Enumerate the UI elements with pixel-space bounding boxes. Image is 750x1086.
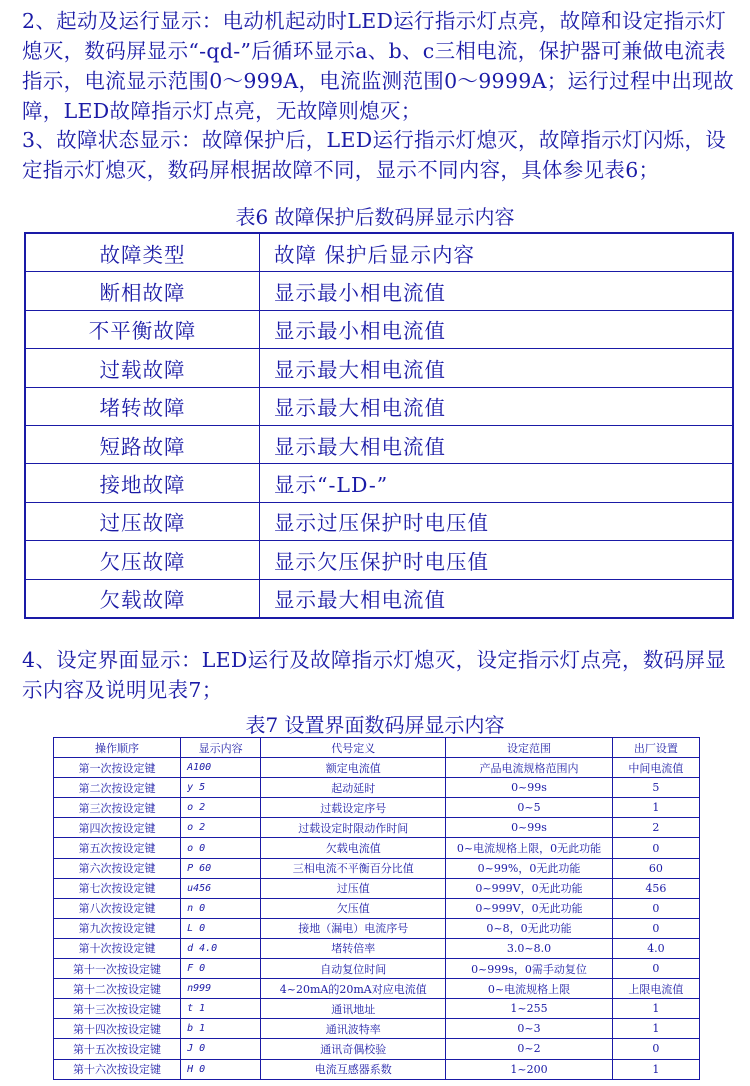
definition-cell: 通讯地址 <box>261 999 446 1019</box>
range-cell: 0~3 <box>446 1019 612 1039</box>
fault-type-cell: 过压故障 <box>25 502 260 540</box>
default-cell: 上限电流值 <box>612 979 699 999</box>
display-code-cell: y 5 <box>181 778 261 798</box>
table7-row <box>54 798 700 818</box>
table6-header-row <box>25 233 733 272</box>
fault-display-cell: 故障 保护后显示内容 <box>260 233 734 272</box>
display-code-cell: L 0 <box>181 918 261 938</box>
fault-display-cell: 显示最大相电流值 <box>260 425 734 463</box>
table7-row <box>54 1059 700 1079</box>
definition-cell: 代号定义 <box>261 738 446 758</box>
range-cell: 0~电流规格上限 <box>446 979 612 999</box>
definition-cell: 起动延时 <box>261 778 446 798</box>
definition-cell: 接地（漏电）电流序号 <box>261 918 446 938</box>
fault-type-cell: 断相故障 <box>25 272 260 310</box>
operation-cell: 第十一次按设定键 <box>54 959 181 979</box>
table6-row <box>25 387 733 425</box>
operation-cell: 第八次按设定键 <box>54 898 181 918</box>
display-code-cell: u456 <box>181 878 261 898</box>
range-cell: 0~99s <box>446 778 612 798</box>
display-code-cell: o 0 <box>181 838 261 858</box>
operation-cell: 第七次按设定键 <box>54 878 181 898</box>
range-cell: 0~999V，0无此功能 <box>446 898 612 918</box>
default-cell: 中间电流值 <box>612 758 699 778</box>
range-cell: 设定范围 <box>446 738 612 758</box>
range-cell: 0~电流规格上限，0无此功能 <box>446 838 612 858</box>
default-cell: 456 <box>612 878 699 898</box>
table6-caption: 表6 故障保护后数码屏显示内容 <box>235 205 515 229</box>
definition-cell: 通讯波特率 <box>261 1019 446 1039</box>
display-code-cell: 显示内容 <box>181 738 261 758</box>
fault-display-cell: 显示过压保护时电压值 <box>260 502 734 540</box>
table6-row <box>25 464 733 502</box>
operation-cell: 第一次按设定键 <box>54 758 181 778</box>
fault-display-cell: 显示最大相电流值 <box>260 579 734 618</box>
operation-cell: 第十三次按设定键 <box>54 999 181 1019</box>
table7-row <box>54 1019 700 1039</box>
fault-type-cell: 接地故障 <box>25 464 260 502</box>
table7-row <box>54 1039 700 1059</box>
table7-row <box>54 878 700 898</box>
operation-cell: 第十次按设定键 <box>54 938 181 958</box>
fault-display-cell: 显示最小相电流值 <box>260 272 734 310</box>
default-cell: 4.0 <box>612 938 699 958</box>
settings-display-table <box>53 737 700 1080</box>
table7-caption: 表7 设置界面数码屏显示内容 <box>245 713 505 737</box>
operation-cell: 第六次按设定键 <box>54 858 181 878</box>
definition-cell: 过载设定时限动作时间 <box>261 818 446 838</box>
display-code-cell: F 0 <box>181 959 261 979</box>
operation-cell: 第九次按设定键 <box>54 918 181 938</box>
operation-cell: 第三次按设定键 <box>54 798 181 818</box>
range-cell: 1~255 <box>446 999 612 1019</box>
table7-row <box>54 858 700 878</box>
definition-cell: 4~20mA的20mA对应电流值 <box>261 979 446 999</box>
fault-display-cell: 显示最大相电流值 <box>260 387 734 425</box>
display-code-cell: n 0 <box>181 898 261 918</box>
fault-display-table <box>24 232 734 619</box>
table6-row <box>25 541 733 579</box>
fault-type-cell: 不平衡故障 <box>25 310 260 348</box>
table7-header-row <box>54 738 700 758</box>
definition-cell: 额定电流值 <box>261 758 446 778</box>
range-cell: 0~8，0无此功能 <box>446 918 612 938</box>
table6-row <box>25 310 733 348</box>
default-cell: 0 <box>612 918 699 938</box>
display-code-cell: b 1 <box>181 1019 261 1039</box>
range-cell: 3.0~8.0 <box>446 938 612 958</box>
operation-cell: 第五次按设定键 <box>54 838 181 858</box>
fault-display-cell: 显示最小相电流值 <box>260 310 734 348</box>
range-cell: 0~2 <box>446 1039 612 1059</box>
display-code-cell: n999 <box>181 979 261 999</box>
default-cell: 5 <box>612 778 699 798</box>
default-cell: 0 <box>612 838 699 858</box>
range-cell: 产品电流规格范围内 <box>446 758 612 778</box>
default-cell: 1 <box>612 999 699 1019</box>
table7-row <box>54 818 700 838</box>
table6-row <box>25 272 733 310</box>
table6-row <box>25 349 733 387</box>
fault-type-cell: 欠载故障 <box>25 579 260 618</box>
table7-row <box>54 959 700 979</box>
fault-type-cell: 故障类型 <box>25 233 260 272</box>
display-code-cell: d 4.0 <box>181 938 261 958</box>
range-cell: 1~200 <box>446 1059 612 1079</box>
fault-display-cell: 显示“-LD-” <box>260 464 734 502</box>
default-cell: 出厂设置 <box>612 738 699 758</box>
display-code-cell: o 2 <box>181 818 261 838</box>
definition-cell: 过压值 <box>261 878 446 898</box>
display-code-cell: o 2 <box>181 798 261 818</box>
operation-cell: 第十四次按设定键 <box>54 1019 181 1039</box>
paragraph-fault-display: 3、故障状态显示：故障保护后，LED运行指示灯熄灭，故障指示灯闪烁，设定指示灯熄灭，数码屏根据故障不同，显示不同内容，具体参见表6； <box>22 128 727 182</box>
definition-cell: 过载设定序号 <box>261 798 446 818</box>
definition-cell: 通讯奇偶校验 <box>261 1039 446 1059</box>
default-cell: 0 <box>612 1039 699 1059</box>
operation-cell: 第十五次按设定键 <box>54 1039 181 1059</box>
definition-cell: 三相电流不平衡百分比值 <box>261 858 446 878</box>
default-cell: 1 <box>612 798 699 818</box>
table7-row <box>54 979 700 999</box>
display-code-cell: H 0 <box>181 1059 261 1079</box>
range-cell: 0~99%，0无此功能 <box>446 858 612 878</box>
table6-row <box>25 579 733 618</box>
fault-display-cell: 显示最大相电流值 <box>260 349 734 387</box>
table7-row <box>54 898 700 918</box>
fault-type-cell: 欠压故障 <box>25 541 260 579</box>
default-cell: 0 <box>612 959 699 979</box>
fault-type-cell: 过载故障 <box>25 349 260 387</box>
table6-row <box>25 502 733 540</box>
paragraph-startup-display: 2、起动及运行显示：电动机起动时LED运行指示灯点亮，故障和设定指示灯熄灭，数码屏显示“-qd-”后循环显示a、b、c三相电流，保护器可兼做电流表指示，电流显示范围0～999A，电流监测范围0～9999A；运行过程中出现故障，LED故障指示灯点亮，无故障则熄灭； <box>22 9 734 123</box>
range-cell: 0~99s <box>446 818 612 838</box>
table7-row <box>54 778 700 798</box>
definition-cell: 堵转倍率 <box>261 938 446 958</box>
table7-row <box>54 938 700 958</box>
default-cell: 60 <box>612 858 699 878</box>
default-cell: 0 <box>612 898 699 918</box>
range-cell: 0~999V，0无此功能 <box>446 878 612 898</box>
range-cell: 0~999s，0需手动复位 <box>446 959 612 979</box>
operation-cell: 第十二次按设定键 <box>54 979 181 999</box>
table7-row <box>54 918 700 938</box>
display-code-cell: P 60 <box>181 858 261 878</box>
table6-row <box>25 425 733 463</box>
default-cell: 2 <box>612 818 699 838</box>
default-cell: 1 <box>612 1059 699 1079</box>
fault-type-cell: 堵转故障 <box>25 387 260 425</box>
definition-cell: 自动复位时间 <box>261 959 446 979</box>
paragraph-settings-display: 4、设定界面显示：LED运行及故障指示灯熄灭，设定指示灯点亮，数码屏显示内容及说明见表7； <box>22 648 727 702</box>
table7-row <box>54 999 700 1019</box>
table7-row <box>54 758 700 778</box>
default-cell: 1 <box>612 1019 699 1039</box>
operation-cell: 第四次按设定键 <box>54 818 181 838</box>
definition-cell: 欠载电流值 <box>261 838 446 858</box>
range-cell: 0~5 <box>446 798 612 818</box>
operation-cell: 第十六次按设定键 <box>54 1059 181 1079</box>
display-code-cell: J 0 <box>181 1039 261 1059</box>
operation-cell: 操作顺序 <box>54 738 181 758</box>
display-code-cell: A100 <box>181 758 261 778</box>
definition-cell: 电流互感器系数 <box>261 1059 446 1079</box>
table7-row <box>54 838 700 858</box>
fault-display-cell: 显示欠压保护时电压值 <box>260 541 734 579</box>
definition-cell: 欠压值 <box>261 898 446 918</box>
fault-type-cell: 短路故障 <box>25 425 260 463</box>
display-code-cell: t 1 <box>181 999 261 1019</box>
operation-cell: 第二次按设定键 <box>54 778 181 798</box>
